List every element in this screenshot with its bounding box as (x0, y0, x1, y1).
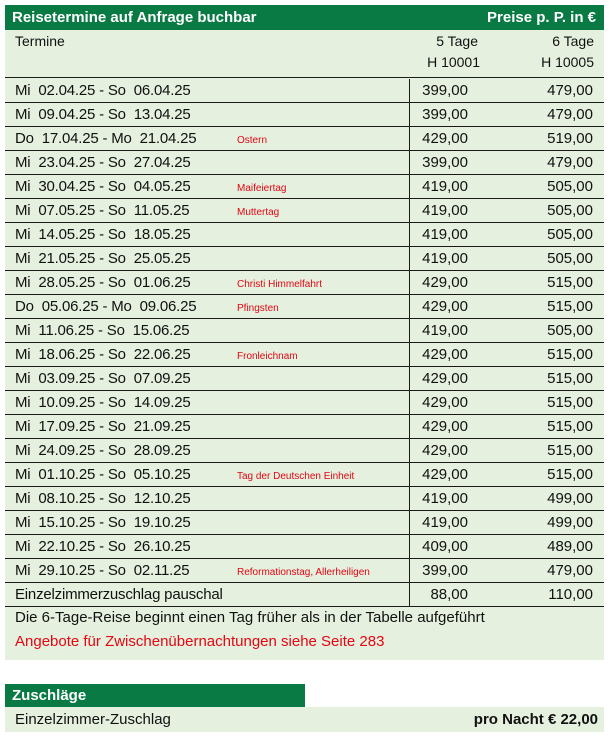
table-row (5, 151, 604, 175)
table-row (5, 415, 604, 439)
row-dates: Mi 11.06.25 - So 15.06.25 (15, 322, 190, 339)
column-divider (409, 319, 410, 342)
offers-link-text: Angebote für Zwischenübernachtungen siehe Seite 283 (15, 633, 385, 650)
row-price-6-tage: 515,00 (547, 274, 593, 291)
row-dates: Mi 30.04.25 - So 04.05.25 (15, 178, 191, 195)
prices-note: Preise p. P. in € (487, 9, 596, 26)
row-dates: Mi 14.05.25 - So 18.05.25 (15, 226, 191, 243)
column-divider (409, 223, 410, 246)
row-dates: Einzelzimmerzuschlag pauschal (15, 586, 223, 603)
col-header-5-tage-code: H 10001 (427, 54, 480, 70)
column-divider (409, 487, 410, 510)
zuschlaege-title: Zuschläge (12, 687, 87, 704)
column-divider (409, 103, 410, 126)
row-price-5-tage: 88,00 (430, 586, 468, 603)
table-row (5, 439, 604, 463)
row-dates: Mi 01.10.25 - So 05.10.25 (15, 466, 191, 483)
table-row (5, 199, 604, 223)
column-divider (409, 415, 410, 438)
col-header-termine: Termine (15, 33, 65, 49)
row-price-6-tage: 515,00 (547, 466, 593, 483)
col-header-5-tage: 5 Tage (436, 33, 478, 49)
column-divider (409, 343, 410, 366)
row-dates: Mi 21.05.25 - So 25.05.25 (15, 250, 191, 267)
row-price-5-tage: 419,00 (422, 226, 468, 243)
column-divider (409, 463, 410, 486)
row-price-6-tage: 479,00 (547, 82, 593, 99)
row-holiday: Maifeiertag (237, 183, 287, 194)
row-dates: Mi 29.10.25 - So 02.11.25 (15, 562, 190, 579)
row-dates: Mi 02.04.25 - So 06.04.25 (15, 82, 191, 99)
row-holiday: Muttertag (237, 207, 280, 218)
row-holiday: Christi Himmelfahrt (237, 279, 323, 290)
column-divider (409, 271, 410, 294)
column-divider (409, 151, 410, 174)
column-divider (409, 247, 410, 270)
row-price-5-tage: 429,00 (422, 466, 468, 483)
table-row (5, 223, 604, 247)
row-dates: Mi 09.04.25 - So 13.04.25 (15, 106, 191, 123)
column-divider (409, 391, 410, 414)
row-dates: Mi 15.10.25 - So 19.10.25 (15, 514, 191, 531)
row-price-5-tage: 399,00 (422, 154, 468, 171)
table-row (5, 295, 604, 319)
row-dates: Do 17.04.25 - Mo 21.04.25 (15, 130, 197, 147)
row-price-6-tage: 505,00 (547, 178, 593, 195)
row-price-5-tage: 429,00 (422, 418, 468, 435)
row-price-5-tage: 419,00 (422, 202, 468, 219)
col-header-6-tage-code: H 10005 (541, 54, 594, 70)
row-dates: Mi 08.10.25 - So 12.10.25 (15, 490, 191, 507)
row-price-6-tage: 505,00 (547, 250, 593, 267)
col-header-6-tage: 6 Tage (552, 33, 594, 49)
row-price-5-tage: 419,00 (422, 250, 468, 267)
row-price-6-tage: 515,00 (547, 418, 593, 435)
row-holiday: Ostern (237, 135, 268, 146)
table-row (5, 391, 604, 415)
row-price-5-tage: 419,00 (422, 178, 468, 195)
column-divider (409, 511, 410, 534)
column-divider (409, 295, 410, 318)
row-price-5-tage: 429,00 (422, 442, 468, 459)
row-price-6-tage: 515,00 (547, 370, 593, 387)
table-row (5, 319, 604, 343)
table-row (5, 343, 604, 367)
row-holiday: Reformationstag, Allerheiligen (237, 567, 370, 578)
row-price-5-tage: 419,00 (422, 514, 468, 531)
table-header (5, 5, 604, 30)
row-price-6-tage: 515,00 (547, 442, 593, 459)
row-price-6-tage: 479,00 (547, 106, 593, 123)
note-row (5, 606, 604, 629)
row-price-6-tage: 479,00 (547, 154, 593, 171)
table-row (5, 79, 604, 103)
row-price-5-tage: 429,00 (422, 298, 468, 315)
column-divider (409, 559, 410, 582)
row-price-6-tage: 499,00 (547, 514, 593, 531)
column-divider (409, 79, 410, 102)
row-dates: Mi 22.10.25 - So 26.10.25 (15, 538, 191, 555)
row-price-5-tage: 399,00 (422, 82, 468, 99)
row-dates: Mi 18.06.25 - So 22.06.25 (15, 346, 191, 363)
row-dates: Do 05.06.25 - Mo 09.06.25 (15, 298, 197, 315)
table-row (5, 535, 604, 559)
row-dates: Mi 10.09.25 - So 14.09.25 (15, 394, 191, 411)
row-price-5-tage: 429,00 (422, 346, 468, 363)
row-dates: Mi 24.09.25 - So 28.09.25 (15, 442, 191, 459)
table-row (5, 559, 604, 583)
row-price-6-tage: 515,00 (547, 298, 593, 315)
column-divider (409, 535, 410, 558)
row-dates: Mi 03.09.25 - So 07.09.25 (15, 370, 191, 387)
column-divider (409, 439, 410, 462)
row-dates: Mi 28.05.25 - So 01.06.25 (15, 274, 191, 291)
row-price-6-tage: 110,00 (548, 586, 593, 603)
table-row (5, 271, 604, 295)
row-price-5-tage: 419,00 (422, 490, 468, 507)
table-title: Reisetermine auf Anfrage buchbar (12, 9, 257, 26)
table-row (5, 583, 604, 607)
six-day-note: Die 6-Tage-Reise beginnt einen Tag früher als in der Tabelle aufgeführt (15, 609, 485, 626)
header-divider (5, 77, 604, 78)
row-holiday: Pfingsten (237, 303, 279, 314)
column-divider (409, 583, 410, 606)
row-price-6-tage: 515,00 (547, 346, 593, 363)
row-price-6-tage: 505,00 (547, 202, 593, 219)
row-price-5-tage: 399,00 (422, 562, 468, 579)
row-price-5-tage: 409,00 (422, 538, 468, 555)
row-price-5-tage: 399,00 (422, 106, 468, 123)
zuschlag-value: pro Nacht € 22,00 (473, 711, 598, 728)
table-row (5, 367, 604, 391)
row-price-6-tage: 499,00 (547, 490, 593, 507)
table-row (5, 511, 604, 535)
table-row (5, 127, 604, 151)
zuschlag-label: Einzelzimmer-Zuschlag (15, 711, 171, 728)
row-price-5-tage: 429,00 (422, 274, 468, 291)
row-holiday: Fronleichnam (237, 351, 298, 362)
row-holiday: Tag der Deutschen Einheit (237, 471, 355, 482)
row-price-5-tage: 429,00 (422, 370, 468, 387)
row-price-5-tage: 429,00 (422, 394, 468, 411)
table-row (5, 103, 604, 127)
row-price-6-tage: 479,00 (547, 562, 593, 579)
row-dates: Mi 17.09.25 - So 21.09.25 (15, 418, 191, 435)
table-row (5, 247, 604, 271)
zuschlag-row (5, 707, 604, 732)
column-divider (409, 367, 410, 390)
column-divider (409, 127, 410, 150)
column-divider (409, 199, 410, 222)
row-price-6-tage: 505,00 (547, 226, 593, 243)
row-price-6-tage: 519,00 (547, 130, 593, 147)
table-row (5, 463, 604, 487)
row-dates: Mi 07.05.25 - So 11.05.25 (15, 202, 190, 219)
column-divider (409, 175, 410, 198)
row-price-6-tage: 505,00 (547, 322, 593, 339)
row-price-6-tage: 515,00 (547, 394, 593, 411)
row-dates: Mi 23.04.25 - So 27.04.25 (15, 154, 191, 171)
table-row (5, 175, 604, 199)
zuschlaege-header (5, 684, 305, 707)
offers-row (5, 630, 604, 653)
row-price-5-tage: 429,00 (422, 130, 468, 147)
row-price-6-tage: 489,00 (547, 538, 593, 555)
table-row (5, 487, 604, 511)
row-price-5-tage: 419,00 (422, 322, 468, 339)
